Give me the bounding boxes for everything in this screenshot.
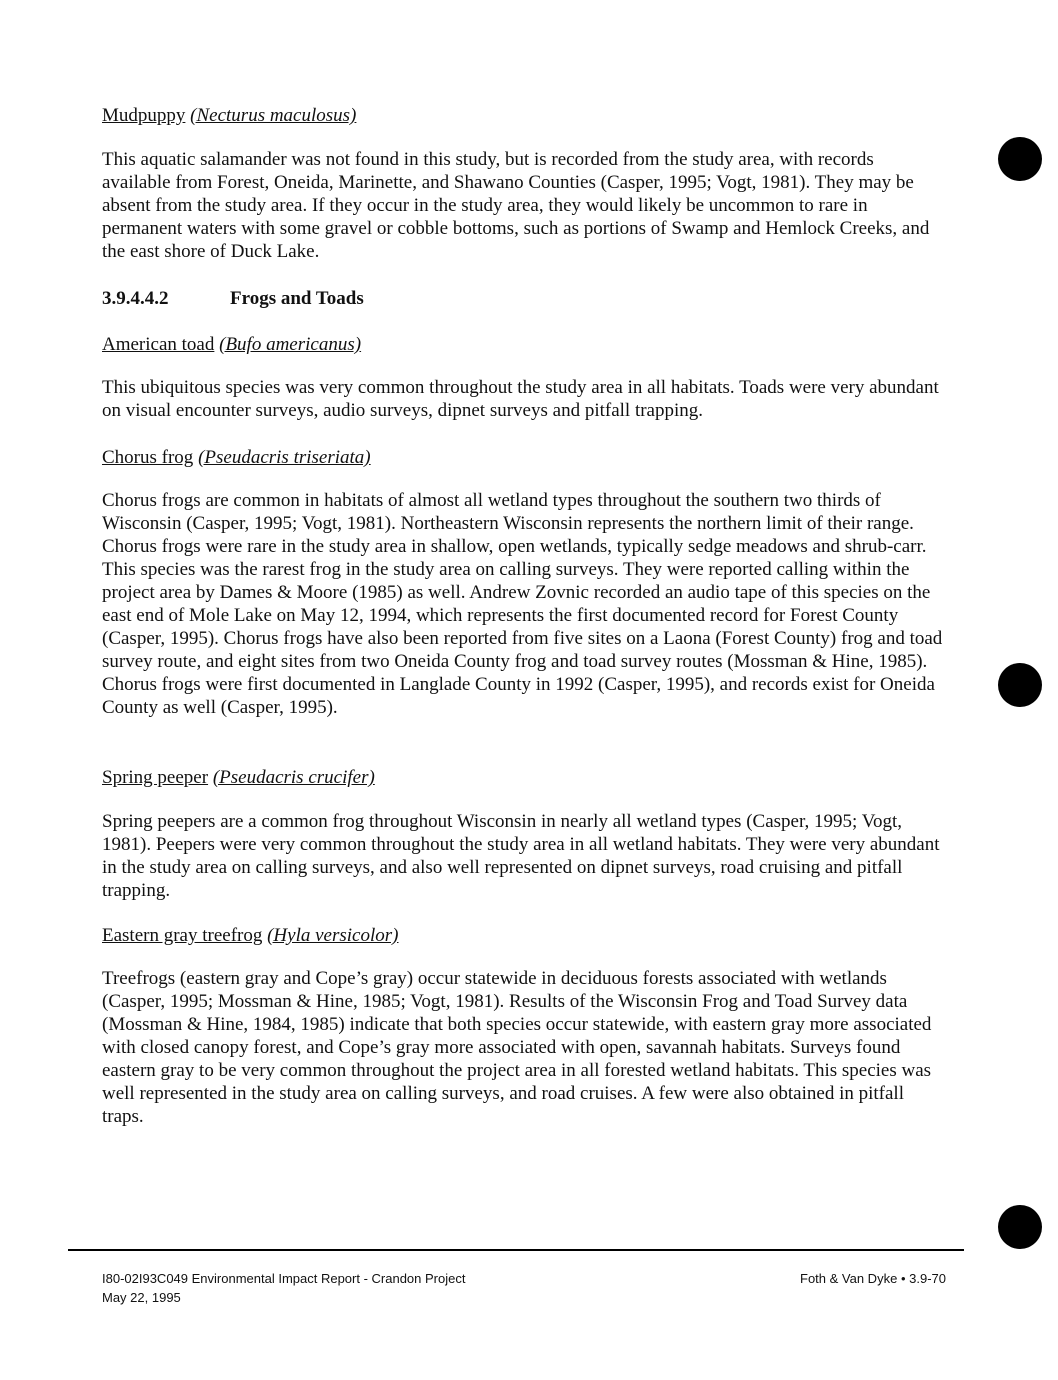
species-heading-spring-peeper: [102, 766, 375, 790]
footer-date: May 22, 1995: [102, 1290, 181, 1305]
binder-hole-middle: [998, 663, 1042, 707]
species-heading-mudpuppy: [102, 104, 356, 128]
paragraph-chorus-frog: Chorus frogs are common in habitats of almost all wetland types throughout the southern two thirds of Wisconsin (Casper, 1995; Vogt, 1981). Northeastern Wisconsin represents the northern limit of their range. Chorus frogs were rare in the study area in shallow, open wetlands, typically sedge meadows and shrub-carr. This species was the rarest frog in the study area on calling surveys. They were reported calling within the project area by Dames & Moore (1985) as well. Andrew Zovnic recorded an audio tape of this species on the east end of Mole Lake on May 12, 1994, which represents the first documented record for Forest County (Casper, 1995). Chorus frogs have also been reported from five sites on a Laona (Forest County) frog and toad survey route, and eight sites from two Oneida County frog and toad survey routes (Mossman & Hine, 1985). Chorus frogs were first documented in Langlade County in 1992 (Casper, 1995), and records exist for Oneida County as well (Casper, 1995).: [102, 490, 943, 718]
scientific-name: (Bufo americanus): [219, 334, 362, 355]
common-name: Spring peeper: [102, 767, 209, 788]
paragraph-mudpuppy: This aquatic salamander was not found in this study, but is recorded from the study area, with records available from Forest, Oneida, Marinette, and Shawano Counties (Casper, 1995; Vogt, 1981). They may be absent from the study area. If they occur in the study area, they would likely be uncommon to rare in permanent waters with some gravel or cobble bottoms, such as portions of Swamp and Hemlock Creeks, and the east shore of Duck Lake.: [102, 149, 930, 262]
subsection-number: 3.9.4.4.2: [102, 288, 169, 309]
footer-company: Foth & Van Dyke: [800, 1271, 898, 1286]
binder-hole-bottom: [998, 1205, 1042, 1249]
scientific-name: (Pseudacris crucifer): [212, 767, 375, 788]
common-name: Eastern gray treefrog: [102, 925, 263, 946]
paragraph-american-toad: This ubiquitous species was very common throughout the study area in all habitats. Toads were very abundant on visual encounter surveys, audio surveys, dipnet surveys and pitfall trapping.: [102, 377, 939, 421]
common-name: Mudpuppy: [102, 105, 186, 126]
scientific-name: (Necturus maculosus): [190, 105, 357, 126]
footer-page-ref: [800, 1270, 946, 1288]
binder-hole-top: [998, 137, 1042, 181]
subsection-title: Frogs and Toads: [230, 288, 364, 309]
footer-page-number: 3.9-70: [909, 1271, 946, 1286]
common-name: American toad: [102, 334, 215, 355]
paragraph-spring-peeper: Spring peepers are a common frog throughout Wisconsin in nearly all wetland types (Casper, 1995; Vogt, 1981). Peepers were very common throughout the study area in all wetland habitats. They were very abundant in the study area on calling surveys, and also well represented on dipnet surveys, road cruising and pitfall trapping.: [102, 811, 940, 901]
paragraph-eastern-gray-treefrog: Treefrogs (eastern gray and Cope’s gray) occur statewide in deciduous forests associated with wetlands (Casper, 1995; Mossman & Hine, 1985; Vogt, 1981). Results of the Wisconsin Frog and Toad Survey data (Mossman & Hine, 1984, 1985) indicate that both species occur statewide, with eastern gray more associated with closed canopy forest, and Cope’s gray more associated with open, savannah habitats. Surveys found eastern gray to be very common throughout the project area in all forested wetland habitats. This species was well represented in the study area on calling surveys, and road cruises. A few were also obtained in pitfall traps.: [102, 968, 932, 1127]
footer-bullet: •: [900, 1271, 906, 1286]
footer-rule: [68, 1249, 964, 1251]
footer-doc-id: I80-02I93C049 Environmental Impact Report - Crandon Project: [102, 1271, 466, 1286]
species-heading-chorus-frog: [102, 446, 371, 470]
species-heading-eastern-gray-treefrog: [102, 924, 399, 948]
subsection-heading: [102, 287, 364, 311]
scientific-name: (Pseudacris triseriata): [198, 447, 371, 468]
species-heading-american-toad: [102, 333, 361, 357]
scientific-name: (Hyla versicolor): [267, 925, 399, 946]
common-name: Chorus frog: [102, 447, 194, 468]
